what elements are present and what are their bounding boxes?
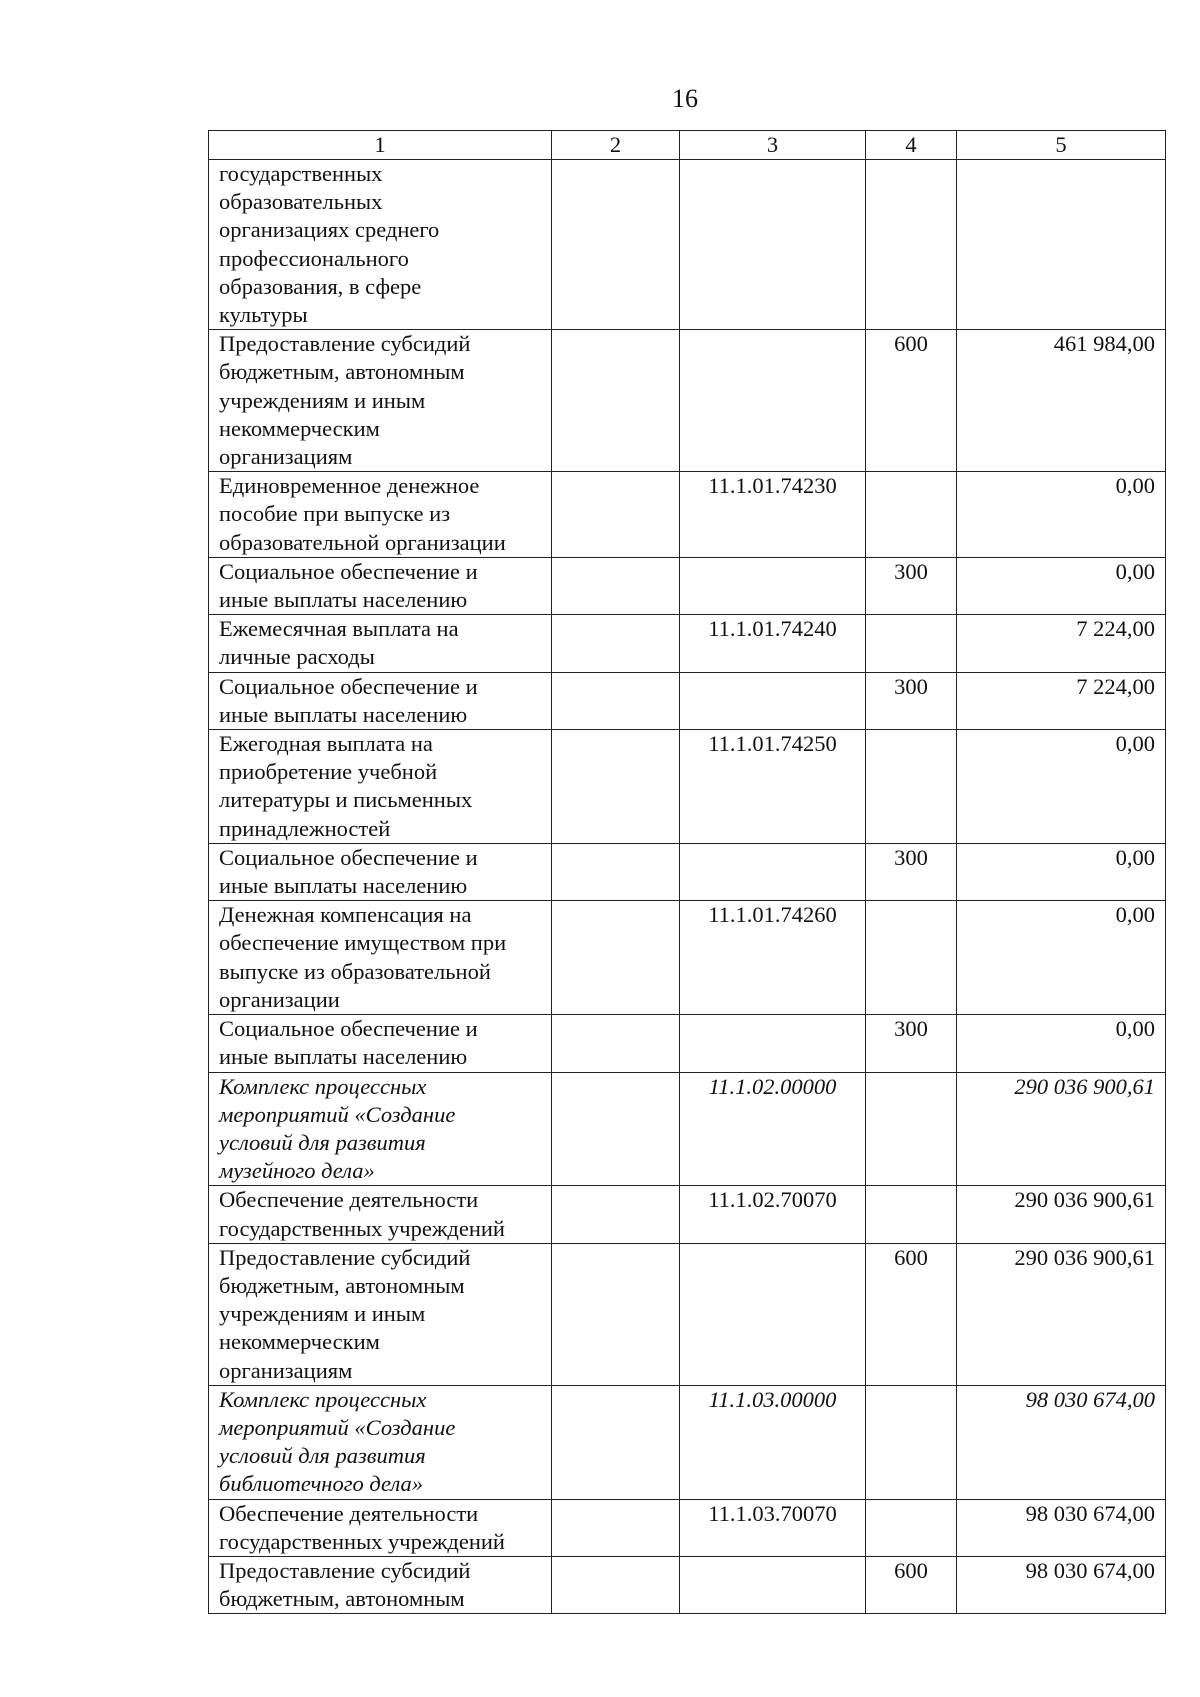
row-col2-cell — [552, 730, 680, 844]
row-code-cell: 11.1.03.70070 — [680, 1499, 866, 1556]
row-name-line: Социальное обеспечение и — [219, 673, 478, 699]
row-amount-cell: 461 984,00 — [957, 330, 1166, 472]
row-name-line: музейного дела» — [219, 1158, 375, 1184]
row-name-cell — [209, 1072, 552, 1186]
row-name-line: иные выплаты населению — [219, 1044, 468, 1070]
row-name-line: образовательной организации — [219, 529, 506, 555]
row-amount-cell: 7 224,00 — [957, 615, 1166, 672]
table-row — [209, 1186, 1166, 1243]
row-code-cell — [680, 672, 866, 729]
column-number-row — [209, 131, 1166, 160]
table-row — [209, 1385, 1166, 1499]
row-code-cell: 11.1.01.74240 — [680, 615, 866, 672]
table-row — [209, 1243, 1166, 1385]
row-name-line: принадлежностей — [219, 815, 391, 841]
row-amount-cell: 98 030 674,00 — [957, 1499, 1166, 1556]
row-name-line: Предоставление субсидий — [219, 1557, 471, 1583]
row-name-line: культуры — [219, 302, 308, 328]
row-col2-cell — [552, 1385, 680, 1499]
row-type-cell — [866, 160, 957, 330]
row-code-cell: 11.1.01.74260 — [680, 901, 866, 1015]
row-name-line: государственных учреждений — [219, 1215, 505, 1241]
row-name-line: обеспечение имуществом при — [219, 930, 507, 956]
column-header-4: 4 — [866, 131, 957, 160]
row-amount-cell: 7 224,00 — [957, 672, 1166, 729]
row-name-line: Социальное обеспечение и — [219, 1016, 478, 1042]
row-col2-cell — [552, 1072, 680, 1186]
row-amount-cell: 290 036 900,61 — [957, 1072, 1166, 1186]
row-type-cell: 600 — [866, 330, 957, 472]
row-name-line: Единовременное денежное — [219, 473, 480, 499]
row-col2-cell — [552, 1015, 680, 1072]
column-header-1: 1 — [209, 131, 552, 160]
row-col2-cell — [552, 160, 680, 330]
row-name-line: учреждениям и иным — [219, 1301, 426, 1327]
row-type-cell: 600 — [866, 1556, 957, 1613]
row-name-cell — [209, 557, 552, 614]
table-row — [209, 1015, 1166, 1072]
row-name-cell — [209, 1499, 552, 1556]
row-name-cell — [209, 730, 552, 844]
row-name-line: личные расходы — [219, 644, 375, 670]
row-code-cell — [680, 1243, 866, 1385]
table-row — [209, 672, 1166, 729]
row-code-cell — [680, 843, 866, 900]
row-name-line: иные выплаты населению — [219, 587, 468, 613]
row-name-line: образования, в сфере — [219, 273, 422, 299]
row-name-line: Социальное обеспечение и — [219, 844, 478, 870]
row-name-line: бюджетным, автономным — [219, 1586, 465, 1612]
row-name-line: мероприятий «Создание — [219, 1414, 456, 1440]
row-name-cell — [209, 843, 552, 900]
row-amount-cell: 290 036 900,61 — [957, 1186, 1166, 1243]
row-name-line: государственных учреждений — [219, 1528, 505, 1554]
table-row — [209, 730, 1166, 844]
table-row — [209, 901, 1166, 1015]
row-name-line: библиотечного дела» — [219, 1471, 424, 1497]
row-name-cell — [209, 672, 552, 729]
table-row — [209, 160, 1166, 330]
row-code-cell: 11.1.03.00000 — [680, 1385, 866, 1499]
row-code-cell — [680, 330, 866, 472]
row-name-line: условий для развития — [219, 1443, 426, 1469]
row-name-line: Ежегодная выплата на — [219, 731, 433, 757]
row-code-cell: 11.1.02.00000 — [680, 1072, 866, 1186]
row-name-cell — [209, 615, 552, 672]
row-name-line: условий для развития — [219, 1129, 426, 1155]
row-amount-cell: 0,00 — [957, 472, 1166, 558]
row-amount-cell: 0,00 — [957, 1015, 1166, 1072]
page-number: 16 — [672, 84, 698, 113]
row-amount-cell: 0,00 — [957, 730, 1166, 844]
row-name-line: Обеспечение деятельности — [219, 1500, 479, 1526]
row-type-cell — [866, 730, 957, 844]
row-name-cell — [209, 901, 552, 1015]
row-name-cell — [209, 1186, 552, 1243]
row-col2-cell — [552, 672, 680, 729]
row-type-cell — [866, 615, 957, 672]
row-name-line: пособие при выпуске из — [219, 501, 451, 527]
row-type-cell: 300 — [866, 843, 957, 900]
row-amount-cell — [957, 160, 1166, 330]
budget-table — [208, 130, 1166, 1614]
table-row — [209, 1499, 1166, 1556]
table-body — [209, 160, 1166, 1614]
table-row — [209, 1556, 1166, 1613]
table-row — [209, 843, 1166, 900]
column-header-3: 3 — [680, 131, 866, 160]
row-name-line: иные выплаты населению — [219, 701, 468, 727]
row-col2-cell — [552, 1556, 680, 1613]
row-type-cell: 300 — [866, 557, 957, 614]
row-col2-cell — [552, 1499, 680, 1556]
row-name-cell — [209, 160, 552, 330]
row-name-line: Ежемесячная выплата на — [219, 616, 459, 642]
row-col2-cell — [552, 1186, 680, 1243]
row-name-cell — [209, 472, 552, 558]
row-amount-cell: 0,00 — [957, 901, 1166, 1015]
row-col2-cell — [552, 901, 680, 1015]
row-type-cell: 600 — [866, 1243, 957, 1385]
row-name-line: бюджетным, автономным — [219, 1272, 465, 1298]
row-name-line: организациях среднего — [219, 217, 440, 243]
row-code-cell: 11.1.01.74250 — [680, 730, 866, 844]
row-amount-cell: 98 030 674,00 — [957, 1556, 1166, 1613]
row-type-cell — [866, 1499, 957, 1556]
row-name-line: Обеспечение деятельности — [219, 1187, 479, 1213]
table-row — [209, 615, 1166, 672]
row-name-line: Комплекс процессных — [219, 1073, 427, 1099]
row-name-line: Предоставление субсидий — [219, 1244, 471, 1270]
row-code-cell: 11.1.01.74230 — [680, 472, 866, 558]
row-name-line: иные выплаты населению — [219, 873, 468, 899]
row-code-cell — [680, 1556, 866, 1613]
row-name-line: организациям — [219, 1357, 353, 1383]
row-type-cell — [866, 472, 957, 558]
row-amount-cell: 290 036 900,61 — [957, 1243, 1166, 1385]
row-col2-cell — [552, 615, 680, 672]
row-name-line: Предоставление субсидий — [219, 331, 471, 357]
row-name-line: литературы и письменных — [219, 787, 473, 813]
row-amount-cell: 98 030 674,00 — [957, 1385, 1166, 1499]
row-name-line: некоммерческим — [219, 415, 380, 441]
column-header-5: 5 — [957, 131, 1166, 160]
table-row — [209, 1072, 1166, 1186]
row-code-cell — [680, 1015, 866, 1072]
row-col2-cell — [552, 330, 680, 472]
row-name-line: государственных — [219, 161, 383, 186]
row-code-cell — [680, 557, 866, 614]
row-name-line: организации — [219, 986, 340, 1012]
row-name-cell — [209, 330, 552, 472]
table-row — [209, 330, 1166, 472]
row-col2-cell — [552, 1243, 680, 1385]
row-name-line: Социальное обеспечение и — [219, 558, 478, 584]
row-name-line: выпуске из образовательной — [219, 958, 491, 984]
row-code-cell — [680, 160, 866, 330]
row-name-line: Комплекс процессных — [219, 1386, 427, 1412]
table-row — [209, 557, 1166, 614]
row-type-cell — [866, 1385, 957, 1499]
row-name-line: некоммерческим — [219, 1329, 380, 1355]
table-row — [209, 472, 1166, 558]
row-code-cell: 11.1.02.70070 — [680, 1186, 866, 1243]
row-name-cell — [209, 1243, 552, 1385]
row-name-line: образовательных — [219, 189, 383, 215]
row-amount-cell: 0,00 — [957, 557, 1166, 614]
row-type-cell — [866, 901, 957, 1015]
row-name-cell — [209, 1385, 552, 1499]
row-name-line: организациям — [219, 444, 353, 470]
row-name-line: Денежная компенсация на — [219, 902, 472, 928]
row-type-cell: 300 — [866, 672, 957, 729]
row-name-cell — [209, 1015, 552, 1072]
row-name-line: мероприятий «Создание — [219, 1101, 456, 1127]
row-type-cell — [866, 1072, 957, 1186]
row-amount-cell: 0,00 — [957, 843, 1166, 900]
row-name-line: профессионального — [219, 245, 409, 271]
row-type-cell: 300 — [866, 1015, 957, 1072]
row-name-line: приобретение учебной — [219, 759, 438, 785]
row-name-line: бюджетным, автономным — [219, 359, 465, 385]
row-col2-cell — [552, 557, 680, 614]
row-name-line: учреждениям и иным — [219, 387, 426, 413]
row-name-cell — [209, 1556, 552, 1613]
column-header-2: 2 — [552, 131, 680, 160]
row-type-cell — [866, 1186, 957, 1243]
row-col2-cell — [552, 472, 680, 558]
row-col2-cell — [552, 843, 680, 900]
